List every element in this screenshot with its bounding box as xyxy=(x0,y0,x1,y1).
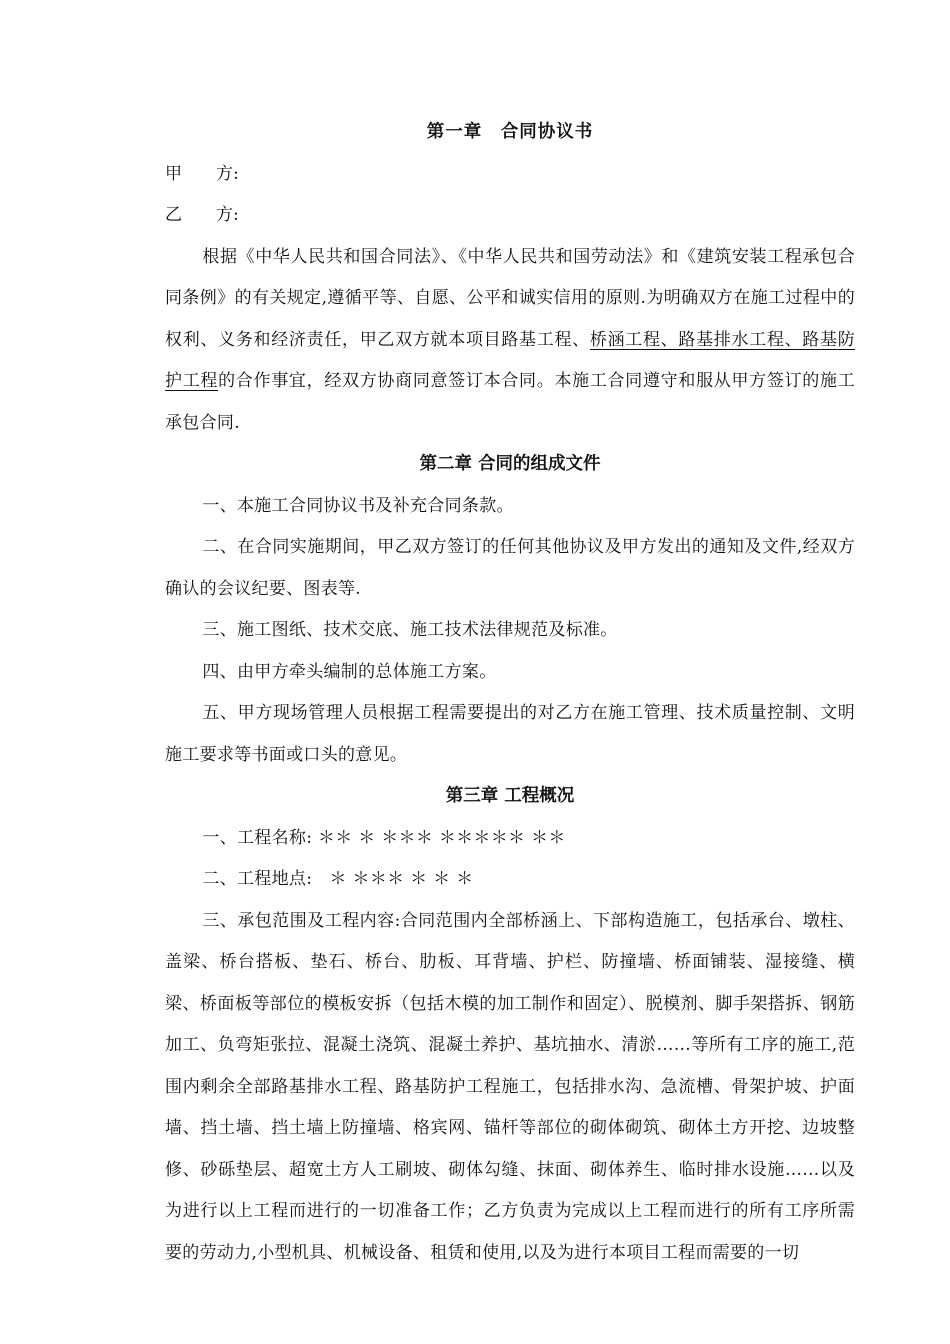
project-location-line: 二、工程地点: ＊ ＊＊＊ ＊ ＊ ＊ xyxy=(202,869,474,889)
project-name-line: 一、工程名称: ＊＊ ＊ ＊＊＊ ＊＊＊＊＊ ＊＊ xyxy=(202,827,566,848)
party-a-line: 甲 方: xyxy=(165,163,239,184)
underlined-project-scope: 桥涵工程、路基排水工程、路基防护工程 xyxy=(165,329,856,391)
chapter-2-item-4: 四、由甲方牵头编制的总体施工方案。 xyxy=(202,661,497,682)
contract-scope-paragraph: 三、承包范围及工程内容:合同范围内全部桥涵上、下部构造施工，包括承台、墩柱、盖梁、桥台搭板、垫石、桥台、肋板、耳背墙、护栏、防撞墙、桥面铺装、湿接缝、横梁、桥面板等部位的模板安拆（包括木模的加工制作和固定）、脱模剂、脚手架搭拆、钢筋加工、负弯矩张拉、混凝土浇筑、混凝土养护、基坑抽水、清淤……等所有工序的施工,范围内剩余全部路基排水工程、路基防护工程施工，包括排水沟、急流槽、骨架护坡、护面墙、挡土墙、挡土墙上防撞墙、格宾网、锚杆等部位的砌体砌筑、砌体土方开挖、边坡整修、砂砾垫层、超宽土方人工刷坡、砌体勾缝、抹面、砌体养生、临时排水设施……以及为进行以上工程而进行的一切准备工作；乙方负责为完成以上工程而进行的所有工序所需要的劳动力,小型机具、机械设备、租赁和使用,以及为进行本项目工程而需要的一切 xyxy=(165,910,855,1263)
paragraph-text-before: 根据《中华人民共和国合同法》、《中华人民共和国劳动法》和《建筑安装工程承包合同条例》的有关规定,遵循平等、自愿、公平和诚实信用的原则.为明确双方在施工过程中的权利、义务和经济责任，甲乙双方就本项目路基工程、 xyxy=(165,246,855,350)
chapter-2-item-1: 一、本施工合同协议书及补充合同条款。 xyxy=(202,495,514,516)
chapter-3-title: 第三章 工程概况 xyxy=(445,786,575,806)
document-body xyxy=(165,112,855,1274)
chapter-1-paragraph xyxy=(165,237,855,445)
chapter-2-item-5: 五、甲方现场管理人员根据工程需要提出的对乙方在施工管理、技术质量控制、文明施工要求等书面或口头的意见。 xyxy=(165,703,855,765)
chapter-2-title: 第二章 合同的组成文件 xyxy=(419,454,601,474)
party-b-line: 乙 方: xyxy=(165,205,239,225)
chapter-2-item-3: 三、施工图纸、技术交底、施工技术法律规范及标准。 xyxy=(202,620,618,640)
paragraph-text-after: 的合作事宜，经双方协商同意签订本合同。本施工合同遵守和服从甲方签订的施工承包合同. xyxy=(165,371,855,433)
chapter-1-title: 第一章 合同协议书 xyxy=(426,122,594,142)
chapter-2-item-2: 二、在合同实施期间，甲乙双方签订的任何其他协议及甲方发出的通知及文件,经双方确认的会议纪要、图表等. xyxy=(165,537,855,599)
